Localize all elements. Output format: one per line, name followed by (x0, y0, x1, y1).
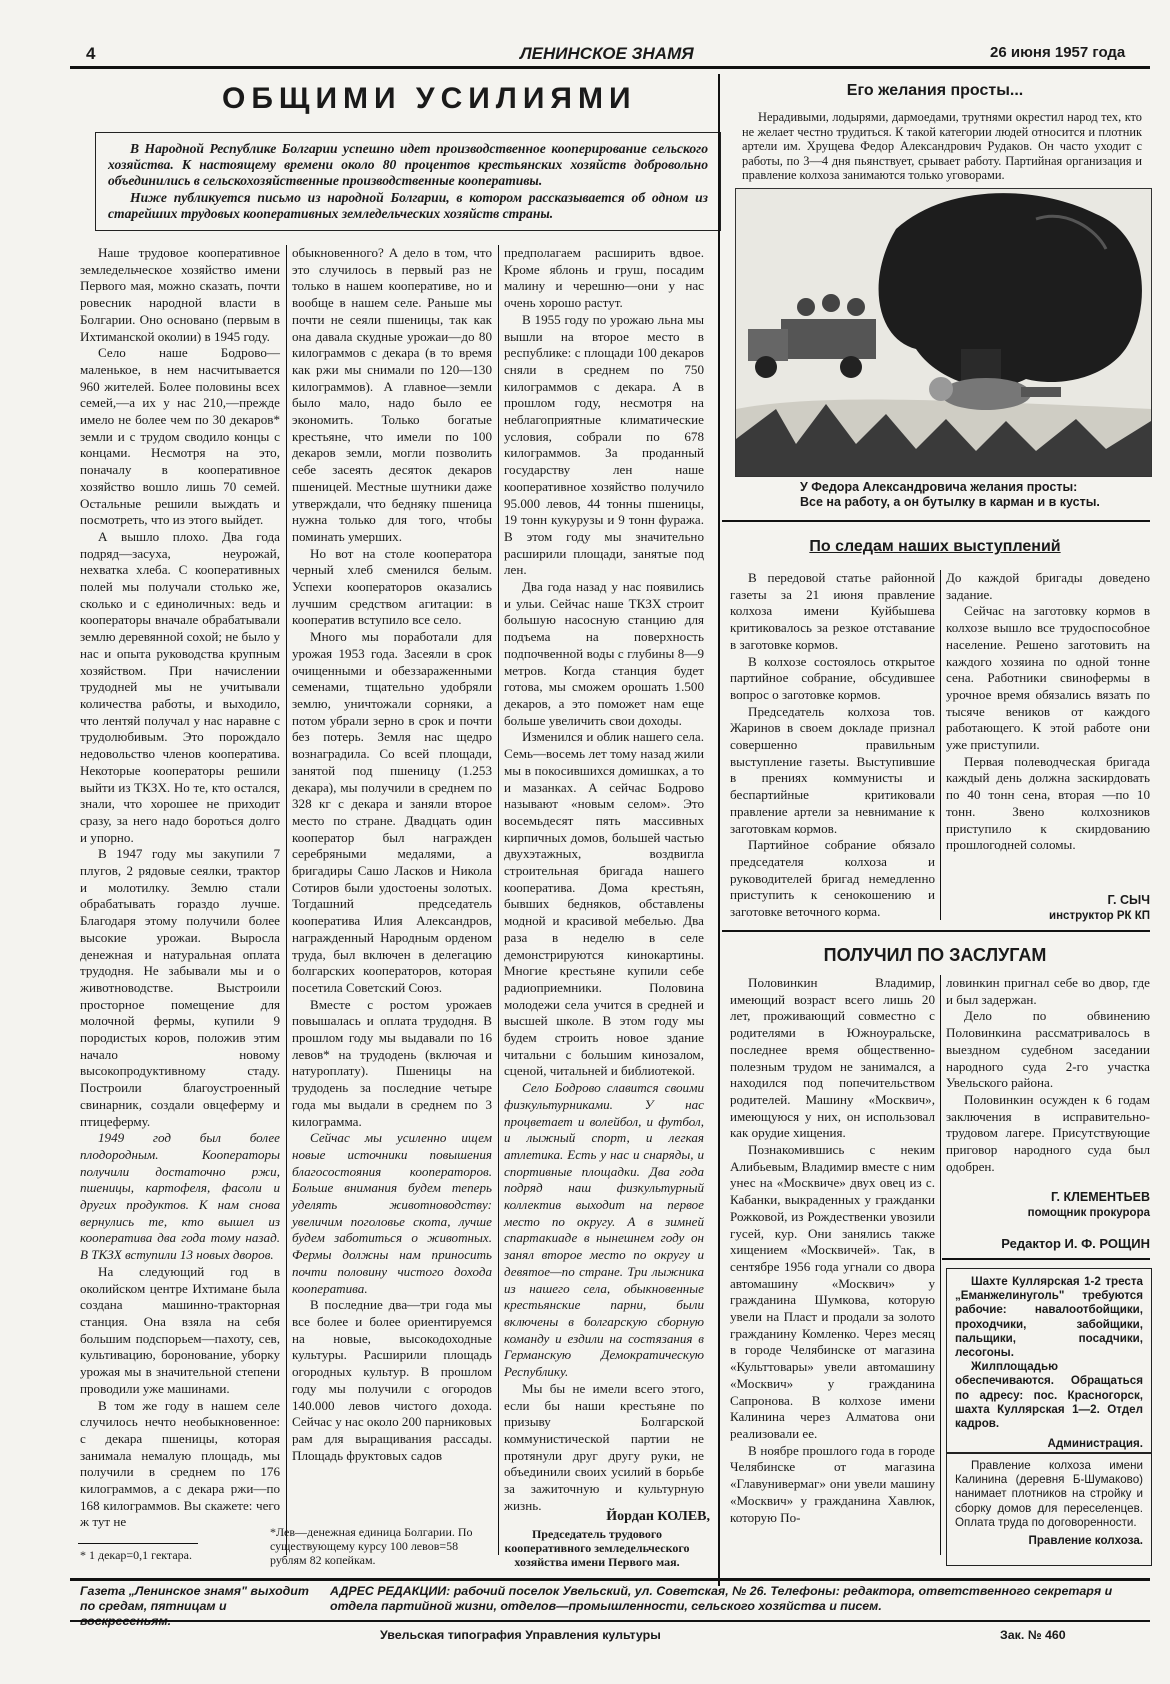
deserved-signature: Г. КЛЕМЕНТЬЕВ (1051, 1190, 1150, 1204)
paragraph: Два года назад у нас появились и ульи. Сейчас наше ТКЗХ строит большую насосную станцию для подъема на поверхность подпочвенной воды с глубины 8—9 метров. Когда станция будет готова, мы сможем орошать 1.500 декаров, а это поможет нам еще больше увеличить свои доходы. (504, 579, 704, 728)
ad-text: Жилплощадью обеспечиваются. Обращаться по адресу: пос. Красногорск, шахта Куллярская 1—2. Отдел кадров. (955, 1360, 1143, 1431)
paragraph: Сейчас мы усиленно ищем новые источники повышения благосостояния кооператоров. Больше внимания будем теперь уделять животноводству: увеличим поголовье скота, лучше будем заботиться о животных. Фермы должны нам приносить почти половину чистого дохода кооператива. (292, 1130, 492, 1296)
paragraph: Первая полеводческая бригада каждый день должна заскирдовать по 40 тонн сена, вторая —по 10 тонн. Звено колхозников приступило к скирдованию прошлогодней соломы. (946, 753, 1150, 853)
footnote-rule (78, 1543, 198, 1544)
cartoon-caption-line-2: Все на работу, а он бутылку в карман и в кусты. (800, 495, 1100, 509)
paragraph: В том же году в нашем селе случилось нечто необыкновенное: с декара пшеницы, которая занимала немалую площадь, мы получили в среднем по 176 килограммов, а с декара ржи—по 168 килограммов. Вы скажете: чего ж тут не (80, 1397, 280, 1530)
cartoon-illustration (735, 188, 1152, 477)
paragraph: До каждой бригады доведено задание. (946, 570, 1150, 602)
intro-paragraph: В Народной Республике Болгарии успешно идет производственное кооперирование сельского хозяйства. К настоящему времени около 80 процентов крестьянских хозяйств добровольно объединились в сельскохозяйственные производственные кооперативы. (108, 141, 708, 189)
followup-signature: Г. СЫЧ (1107, 893, 1150, 907)
ad-signature: Администрация. (1047, 1437, 1143, 1451)
section-rule (722, 520, 1150, 522)
paragraph: Вместе с ростом урожаев повышалась и оплата трудодня. В прошлом году мы выдавали по 16 левов* на трудодень (включая и натуроплату). Пшеницы на трудодень за последние четыре года мы выдали в среднем по 3 килограмма. (292, 996, 492, 1129)
paragraph: обыкновенного? А дело в том, что это случилось в первый раз не только в нашем кооперативе, но и вообще в нашем селе. Раньше мы почти не сеяли пшеницы, так как она давала скудные урожаи—до 80 килограммов с декара (в то время как ржи мы снимали по 120—130 килограммов). А главное—земли было мало, надо было ее экономить. Только богатые крестьяне, что имели по 100 декаров земли, могли позволить себе засеять десяток декаров пшеницей. Местные шутники даже утверждали, что бедняку пшеница нужна только для того, чтобы поминать умерших. (292, 245, 492, 544)
section-rule (942, 1258, 1150, 1260)
paragraph: Много мы поработали для урожая 1953 года. Засеяли в срок очищенными и обеззараженными семенами, тщательно удобряли землю, уничтожали сорняки, а потом убрали зерно в срок и почти без потерь. Земля нас щедро вознаградила. Со всей площади, занятой под пшеницу (1.253 декара), мы получили в среднем по 328 кг с декара и заняли второе место по стране. Двадцать один кооператор был награжден серебряными медалями, а бригадиры Сашо Ласков и Никола Сотиров были удостоены золотых. Тогдашний председатель кооператива Илия Александров, награжденный Народным орденом труда, был включен в делегацию болгарских кооператоров, которая посетила Советский Союз. (292, 629, 492, 995)
paragraph: Сейчас на заготовку кормов в колхозе вышло все трудоспособное население. Решено заготовить на каждого хозяина по одной тонне сена. Работники свинофермы в урочное время обязались вязать по тысяче веников от каждого работающего. К этой работе они уже приступили. (946, 603, 1150, 753)
intro-paragraph: Ниже публикуется письмо из народной Болгарии, в котором рассказывается об одном из старейших трудовых кооперативных земледельческих хозяйств страны. (108, 189, 708, 221)
followup-signature-role: инструктор РК КП (1049, 910, 1150, 922)
paragraph: В 1955 году по урожаю льна мы вышли на второе место в республике: с площади 100 декаров сняли в среднем по 750 килограммов с декара. А в прошлом году, несмотря на неблагоприятные климатические условия, собрали по 678 килограммов. За проданный государству лен наше кооперативное хозяйство получило 95.000 левов, 44 тонны пшеницы, 19 тонн кукурузы и 9 тонн фуража. В этом году мы значительно расширили площади, занятые под лен. (504, 311, 704, 578)
cartoon-drawing (736, 189, 1151, 476)
signature-role: Председатель трудового кооперативного земледельческого хозяйства имени Первого мая. (504, 1527, 690, 1569)
ad-text: Правление колхоза имени Калинина (деревня Б-Шумаково) нанимает плотников на стройку и сборку домов для переселенцев. Оплата труда по договоренности. (955, 1459, 1143, 1529)
ad-mine-jobs (946, 1268, 1152, 1454)
footer-printing-house: Увельская типография Управления культуры (380, 1628, 661, 1642)
paragraph: В ноябре прошлого года в городе Челябинске от магазина «Главунивермаг» они увели машину «Москвич» у гражданина Хавлюк, которую По- (730, 1442, 935, 1525)
footer-schedule: Газета „Ленинское знамя" выходит по средам, пятницам и (80, 1584, 309, 1613)
ad-text: Шахте Куллярская 1-2 треста „Еманжелинуголь" требуются рабочие: навалоотбойщики, проходчики, забойщики, пальщики, посадчики, лесогоны. (955, 1275, 1143, 1360)
paragraph: А вышло плохо. Два года подряд—засуха, неурожай, нехватка хлеба. С кооперативных полей мы получали столько же, сколько и с единоличных: ведь и кооператоры вначале обрабатывали землю деревянной сохой; не было у нас и опыта руководства крупным хозяйством. При начислении трудодней мы не учитывали количества работы, и выходило, что лентяй получал у нас наравне с трудолюбивым. Это порождало недовольство членов кооператива. Некоторые кооператоры решили выйти из ТКЗХ. Но те, кто остался, знали, что хорошее не приходит сразу, за него надо бороться долго и упорно. (80, 528, 280, 845)
column-divider (940, 570, 941, 920)
deserved-signature-role: помощник прокурора (1027, 1207, 1150, 1219)
signature-block (560, 1510, 710, 1524)
paragraph: ловинкин пригнал себе во двор, где и был задержан. (946, 975, 1150, 1007)
followup-column-1 (730, 570, 935, 930)
paragraph: Изменился и облик нашего села. Семь—восемь лет тому назад жили мы в покосившихся домишках, а то и мазанках. А сейчас Бодрово называют «новым селом». Это восемьдесят пять массивных кирпичных домов, большей частью двухэтажных, воздвигла строительная бригада нашего кооператива. Дома крестьян, бывших бедняков, обставлены модной и красивой мебелью. Два раза в неделю в селе демонстрируются кинокартины. Многие крестьяне купили себе радиоприемники. Половина молодежи села учится в средней и высшей школе. В этом году мы будем строить новое здание читальни с большим кинозалом, сценой, читальней и библиотекой. (504, 729, 704, 1079)
footer-address: АДРЕС РЕДАКЦИИ: рабочий поселок Увельский, ул. Советская, № 26. Телефоны: редактора, ответственного секретаря и отдела партийной жизни, отделов—промышленности, сельского хозяйства и писем. (330, 1584, 1113, 1613)
paragraph: 1949 год был более плодородным. Кооператоры получили достаточно ржи, пшеницы, картофеля, фасоли и других продуктов. К нам снова вернулись те, кто вышел из кооператива два года тому назад. В ТКЗХ вступили 13 новых дворов. (80, 1130, 280, 1263)
cartoon-text: Нерадивыми, лодырями, дармоедами, трутнями окрестил народ тех, кто не желает честно трудиться. К такой категории людей относится и плотник артели им. Хрущева Федор Александрович Рудаков. Он часто уходит с работы, по 3—4 дня пьянствует, срывает работу. Партийная организация и правление колхоза занимаются только уговорами. (742, 110, 1142, 183)
paragraph: Село наше Бодрово—маленькое, в нем насчитывается 960 жителей. Более половины всех семей,—а их у нас 210,—прежде имело не более чем по 30 декаров* земли и с трудом сводило концы с концами. Несмотря на это, поначалу в кооперативное хозяйство вошло лишь 70 семей. Остальные решили выждать и посмотреть, что из этого выйдет. (80, 345, 280, 528)
paragraph: Но вот на столе кооператора черный хлеб сменился белым. Успехи кооператоров оказались лучшим средством агитации: в кооператив вступило все село. (292, 545, 492, 628)
footer-rule (70, 1578, 1150, 1581)
paragraph: Мы бы не имели всего этого, если бы наши крестьяне по призыву Болгарской коммунистической партии не протянули друг другу руки, не объединили своих усилий в борьбе за зажиточную и культурную жизнь. (504, 1380, 704, 1513)
signature-name: Йордан КОЛЕВ, (606, 1509, 710, 1524)
paragraph: Председатель колхоза тов. Жаринов в своем докладе признал совершенно правильным выступление газеты. Выступившие в прениях коммунисты и беспартийные критиковали правление артели за невнимание к заготовкам кормов. (730, 703, 935, 836)
paragraph: Половинкин Владимир, имеющий возраст всего лишь 20 лет, проживающий совместно с родителями в Южноуральске, последнее время общественно-полезным трудом не занимался, а находился под попечительством родителей. Машину «Москвич», имеющуюся у них, он использовал как орудие хищения. (730, 975, 935, 1141)
section-divider (718, 74, 720, 1586)
column-divider (498, 245, 499, 1555)
cartoon-caption-line-1: У Федора Александровича желания просты: (800, 480, 1078, 494)
ad-signature: Правление колхоза. (1028, 1534, 1143, 1548)
ad-kolkhoz-carpenters (946, 1452, 1152, 1566)
deserved-column-1 (730, 975, 935, 1565)
paragraph: Дело по обвинению Половинкина рассматривалось в выездном судебном заседании народного суда 2-го участка Увельского района. (946, 1008, 1150, 1091)
masthead-rule (70, 66, 1150, 69)
page-number: 4 (86, 44, 96, 63)
newspaper-name: ЛЕНИНСКОЕ ЗНАМЯ (520, 44, 694, 63)
footer-rule (70, 1620, 1150, 1622)
paragraph: Познакомившись с неким Алибьевым, Владимир вместе с ним унес на «Москвиче» двух овец из с. Кабанки, выкраденных у гражданки Рожковой, из Рождественки увозили гусей, кур. Они занялись также хищением «Москвичей». Так, в сентябре 1956 года угнали со двора автомашину «Москвич» у гражданина Шумкова, которую увели на Пласт и продали за золото гражданину Комленко. Через месяц в городе Челябинске от магазина «Культтовары» увели автомашину «Москвич» у гражданина Сапронова. В колхозе имени Калинина через Алматова они реализовали ее. (730, 1142, 935, 1441)
paragraph: предполагаем расширить вдвое. Кроме яблонь и груш, посадим малину и черешню—они у нас очень хорошо растут. (504, 245, 704, 311)
paragraph: В 1947 году мы закупили 7 плугов, 2 рядовые сеялки, трактор и молотилку. Землю стали обрабатывать гораздо лучше. Благодаря этому получили более высокие урожаи. Выросла денежная и натуральная оплата трудодня. Не забывали мы и о животноводстве. Выстроили просторное помещение для молочной фермы, купили 9 породистых коров, положив этим начало новому высокопродуктивному стаду. Построили благоустроенный свинарник, создали овцеферму и птицеферму. (80, 846, 280, 1129)
paragraph: Село Бодрово славится своими физкультурниками. У нас процветает и волейбол, и футбол, и лыжный спорт, и легкая атлетика. Есть у нас и снаряды, и спортивные площадки. Два года подряд наш физкультурный коллектив выходит на первое место по округу. А в зимней спартакиаде в нынешнем году он занял второе место по округу и девятое—по стране. Три лыжника из нашего села, обыкновенные крестьянские парни, были включены в болгарскую сборную команду и ездили на состязания в Германскую Демократическую Республику. (504, 1080, 704, 1380)
paragraph: В передовой статье районной газеты за 21 июня правление колхоза имени Куйбышева критиковалось за резкое отставание в заготовке кормов. (730, 570, 935, 652)
cartoon-title: Его желания просты... (846, 82, 1024, 99)
paragraph: Половинкин осужден к 6 годам заключения в исправительно-трудовом лагере. Присутствующие приговор народного суда был одобрен. (946, 1091, 1150, 1174)
paragraph: В колхозе состоялось открытое партийное собрание, обсудившее вопрос о заготовке кормов. (730, 653, 935, 702)
paragraph: Наше трудовое кооперативное земледельческое хозяйство имени Первого мая, можно сказать, почти ровесник народной власти в Болгарии. Оно основано (первым в Ихтиманской околии) в 1945 году. (80, 245, 280, 344)
footnote-decar: * 1 декар=0,1 гектара. (80, 1548, 192, 1562)
paragraph: На следующий год в околийском центре Ихтимане была создана машинно-тракторная станция. Она взяла на себя большим подспорьем—пахоту, сев, культивацию, боронование, уборку урожая мы в значительной степени проводили уже машинами. (80, 1263, 280, 1396)
paragraph: В последние два—три года мы все более и более ориентируемся на новые, высокодоходные культуры. Расширили площадь огородных культур. В прошлом году мы получили с огородов 140.000 левов чистого дохода. Сейчас у нас около 200 парниковых рам для выращивания рассады. Площадь фруктовых садов (292, 1297, 492, 1463)
article-intro (95, 132, 721, 231)
footnote-lev: *Лев—денежная единица Болгарии. По существующему курсу 100 левов=58 рублям 82 копейкам. (270, 1525, 473, 1567)
paragraph: Партийное собрание обязало председателя колхоза и руководителей бригад немедленно приступить к сенокошению и заготовке веточного корма. (730, 837, 935, 920)
footer-order-number: Зак. № 460 (1000, 1628, 1066, 1642)
issue-date: 26 июня 1957 года (990, 44, 1126, 61)
article-column-3 (504, 245, 704, 1513)
followup-title: По следам наших выступлений (809, 538, 1061, 555)
section-rule (722, 930, 1150, 932)
editor-line: Редактор И. Ф. РОЩИН (1001, 1236, 1150, 1251)
article-column-1 (80, 245, 280, 1545)
article-title: ОБЩИМИ УСИЛИЯМИ (222, 82, 637, 115)
column-divider (286, 245, 287, 1555)
article-column-2 (292, 245, 492, 1525)
deserved-column-2 (946, 975, 1150, 1185)
deserved-title: ПОЛУЧИЛ ПО ЗАСЛУГАМ (823, 945, 1047, 965)
column-divider (940, 975, 941, 1555)
followup-column-2 (946, 570, 1150, 890)
